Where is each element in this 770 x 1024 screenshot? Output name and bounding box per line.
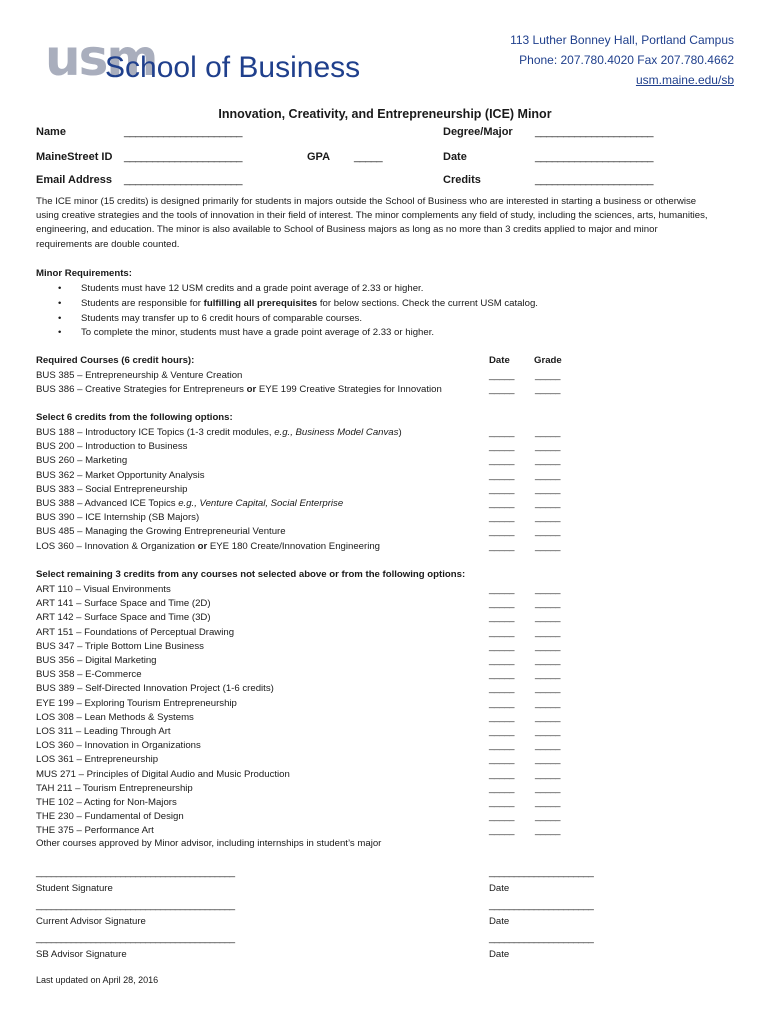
grade-blank[interactable]: _____	[535, 782, 561, 794]
date-blank[interactable]: _____	[489, 754, 515, 766]
course-row: LOS 361 – Entrepreneurship	[36, 754, 159, 766]
date-blank[interactable]: _____	[489, 711, 515, 723]
degree-field[interactable]: _____________________	[535, 126, 653, 138]
course-row: BUS 389 – Self-Directed Innovation Project (1-6 credits)	[36, 683, 274, 695]
course-row: ART 151 – Foundations of Perceptual Drawing	[36, 626, 235, 638]
course-row: BUS 358 – E-Commerce	[36, 669, 142, 681]
date-blank[interactable]: _____	[489, 683, 515, 695]
course-row: BUS 200 – Introduction to Business	[36, 441, 188, 453]
gpa-label: GPA	[307, 151, 331, 163]
grade-blank[interactable]: _____	[535, 740, 561, 752]
grade-blank[interactable]: _____	[535, 797, 561, 808]
course-row: THE 230 – Fundamental of Design	[36, 811, 184, 823]
date-blank[interactable]: _____	[489, 384, 515, 396]
course-row: BUS 388 – Advanced ICE Topics e.g., Venture Capital, Social Enterprise	[36, 498, 344, 509]
grade-blank[interactable]: _____	[535, 612, 561, 624]
signature-date-line[interactable]: _____________________	[489, 900, 594, 911]
grade-blank[interactable]: _____	[535, 498, 561, 509]
date-blank[interactable]: _____	[489, 598, 515, 610]
course-row: BUS 347 – Triple Bottom Line Business	[36, 640, 204, 652]
grade-blank[interactable]: _____	[535, 811, 561, 823]
gpa-field[interactable]: _____	[354, 151, 383, 163]
grade-blank[interactable]: _____	[535, 384, 561, 396]
date-blank[interactable]: _____	[489, 512, 515, 524]
grade-blank[interactable]: _____	[535, 540, 561, 552]
date-blank[interactable]: _____	[489, 483, 515, 495]
requirements-list	[36, 282, 538, 341]
grade-blank[interactable]: _____	[535, 512, 561, 524]
name-field[interactable]: _____________________	[124, 126, 242, 138]
requirement-item: • To complete the minor, students must have a grade point average of 2.33 or higher.	[36, 326, 538, 341]
grade-blank[interactable]: _____	[535, 754, 561, 766]
phone-line: Phone: 207.780.4020 Fax 207.780.4662	[519, 53, 734, 67]
form-title: Innovation, Creativity, and Entrepreneurship (ICE) Minor	[218, 107, 552, 121]
course-row: BUS 485 – Managing the Growing Entrepreneurial Venture	[36, 526, 286, 538]
email-label: Email Address	[36, 174, 113, 186]
course-row: LOS 311 – Leading Through Art	[36, 726, 171, 737]
date-blank[interactable]: _____	[489, 655, 515, 666]
course-row: BUS 386 – Creative Strategies for Entrepreneurs or EYE 199 Creative Strategies for Innovation	[36, 384, 442, 396]
date-blank[interactable]: _____	[489, 640, 515, 652]
signature-label: SB Advisor Signature	[36, 949, 127, 960]
course-row: LOS 308 – Lean Methods & Systems	[36, 711, 194, 723]
date-field[interactable]: _____________________	[535, 151, 653, 163]
course-row: BUS 390 – ICE Internship (SB Majors)	[36, 512, 200, 524]
other-courses-note: Other courses approved by Minor advisor, including internships in student’s major	[36, 838, 382, 849]
website-link[interactable]: usm.maine.edu/sb	[635, 73, 734, 87]
date-blank[interactable]: _____	[489, 626, 515, 638]
requirement-item: • Students must have 12 USM credits and a grade point average of 2.33 or higher.	[36, 282, 538, 297]
grade-blank[interactable]: _____	[535, 455, 561, 467]
select6-heading: Select 6 credits from the following options:	[36, 412, 233, 423]
date-blank[interactable]: _____	[489, 455, 515, 467]
date-blank[interactable]: _____	[489, 726, 515, 737]
grade-blank[interactable]: _____	[535, 697, 561, 709]
requirement-item: • Students may transfer up to 6 credit hours of comparable courses.	[36, 312, 538, 327]
logo-school-name: School of Business	[105, 51, 361, 84]
date-blank[interactable]: _____	[489, 697, 515, 709]
date-blank[interactable]: _____	[489, 612, 515, 624]
grade-blank[interactable]: _____	[535, 370, 561, 381]
grade-blank[interactable]: _____	[535, 768, 561, 780]
grade-blank[interactable]: _____	[535, 669, 561, 681]
grade-blank[interactable]: _____	[535, 726, 561, 737]
grade-blank[interactable]: _____	[535, 626, 561, 638]
course-row: THE 375 – Performance Art	[36, 825, 154, 837]
course-row: THE 102 – Acting for Non-Majors	[36, 797, 177, 808]
degree-label: Degree/Major	[443, 126, 513, 138]
signature-date-label: Date	[489, 916, 510, 927]
date-blank[interactable]: _____	[489, 427, 515, 438]
grade-blank[interactable]: _____	[535, 584, 561, 595]
contact-block	[510, 30, 734, 90]
grade-blank[interactable]: _____	[535, 655, 561, 666]
name-label: Name	[36, 126, 66, 138]
course-row: ART 141 – Surface Space and Time (2D)	[36, 598, 211, 610]
signature-label: Current Advisor Signature	[36, 916, 146, 927]
grade-blank[interactable]: _____	[535, 683, 561, 695]
last-updated: Last updated on April 28, 2016	[36, 975, 159, 985]
course-row: BUS 385 – Entrepreneurship & Venture Creation	[36, 370, 243, 381]
credits-label: Credits	[443, 174, 481, 186]
date-blank[interactable]: _____	[489, 768, 515, 780]
course-row: BUS 362 – Market Opportunity Analysis	[36, 469, 205, 481]
course-row: BUS 188 – Introductory ICE Topics (1-3 credit modules, e.g., Business Model Canvas)	[36, 427, 402, 438]
grade-blank[interactable]: _____	[535, 469, 561, 481]
grade-blank[interactable]: _____	[535, 526, 561, 538]
date-blank[interactable]: _____	[489, 782, 515, 794]
address-line: 113 Luther Bonney Hall, Portland Campus	[510, 33, 734, 47]
date-blank[interactable]: _____	[489, 669, 515, 681]
date-blank[interactable]: _____	[489, 469, 515, 481]
grade-blank[interactable]: _____	[535, 441, 561, 453]
course-row: BUS 356 – Digital Marketing	[36, 655, 157, 666]
date-blank[interactable]: _____	[489, 441, 515, 453]
date-blank[interactable]: _____	[489, 498, 515, 509]
signature-label: Student Signature	[36, 883, 113, 894]
course-row: LOS 360 – Innovation in Organizations	[36, 740, 201, 752]
course-row: BUS 383 – Social Entrepreneurship	[36, 483, 188, 495]
course-row: LOS 360 – Innovation & Organization or EYE 180 Create/Innovation Engineering	[36, 540, 381, 552]
date-blank[interactable]: _____	[489, 797, 515, 808]
course-row: ART 142 – Surface Space and Time (3D)	[36, 612, 211, 624]
grade-blank[interactable]: _____	[535, 825, 561, 837]
signature-date-label: Date	[489, 883, 510, 894]
signature-date-line[interactable]: _____________________	[489, 867, 594, 878]
date-blank[interactable]: _____	[489, 526, 515, 538]
mainestreet-field[interactable]: _____________________	[124, 151, 242, 163]
date-column-header: Date	[489, 355, 510, 366]
grade-blank[interactable]: _____	[535, 640, 561, 652]
date-blank[interactable]: _____	[489, 370, 515, 381]
date-blank[interactable]: _____	[489, 740, 515, 752]
grade-blank[interactable]: _____	[535, 483, 561, 495]
signature-date-line[interactable]: _____________________	[489, 933, 594, 944]
grade-column-header: Grade	[534, 355, 562, 366]
intro-paragraph: The ICE minor (15 credits) is designed primarily for students in majors outside the School of Business who are interested in starting a business or otherwise using creative strategies and the tools of innovation in their field of interest. The minor complements any field of study, including the sciences, arts, humanities, engineering, and education. The minor is also available to School of Business majors as long as no more than 3 credits applied to major and minor requirements are double counted.	[36, 196, 708, 250]
required-heading: Required Courses (6 credit hours):	[36, 355, 195, 366]
credits-field[interactable]: _____________________	[535, 174, 653, 186]
signature-line[interactable]: ________________________________________	[36, 933, 235, 944]
date-blank[interactable]: _____	[489, 540, 515, 552]
signature-line[interactable]: ________________________________________	[36, 900, 235, 911]
course-row: MUS 271 – Principles of Digital Audio and Music Production	[36, 768, 290, 780]
date-label: Date	[443, 151, 467, 163]
date-blank[interactable]: _____	[489, 811, 515, 823]
grade-blank[interactable]: _____	[535, 711, 561, 723]
course-row: ART 110 – Visual Environments	[36, 584, 171, 595]
logo-usm-mark: usm	[45, 29, 157, 87]
select3-heading: Select remaining 3 credits from any courses not selected above or from the following options:	[36, 569, 466, 580]
signature-date-label: Date	[489, 949, 510, 960]
email-field[interactable]: _____________________	[124, 174, 242, 186]
mainestreet-label: MaineStreet ID	[36, 151, 113, 163]
requirement-item: • Students are responsible for fulfilling all prerequisites for below sections. Check the current USM catalog.	[36, 297, 538, 312]
signature-line[interactable]: ________________________________________	[36, 867, 235, 878]
date-blank[interactable]: _____	[489, 584, 515, 595]
course-row: TAH 211 – Tourism Entrepreneurship	[36, 782, 193, 794]
date-blank[interactable]: _____	[489, 825, 515, 837]
requirements-heading: Minor Requirements:	[36, 268, 132, 279]
usm-logo	[45, 29, 425, 87]
grade-blank[interactable]: _____	[535, 427, 561, 438]
grade-blank[interactable]: _____	[535, 598, 561, 610]
course-row: BUS 260 – Marketing	[36, 455, 128, 467]
course-row: EYE 199 – Exploring Tourism Entrepreneurship	[36, 697, 237, 709]
